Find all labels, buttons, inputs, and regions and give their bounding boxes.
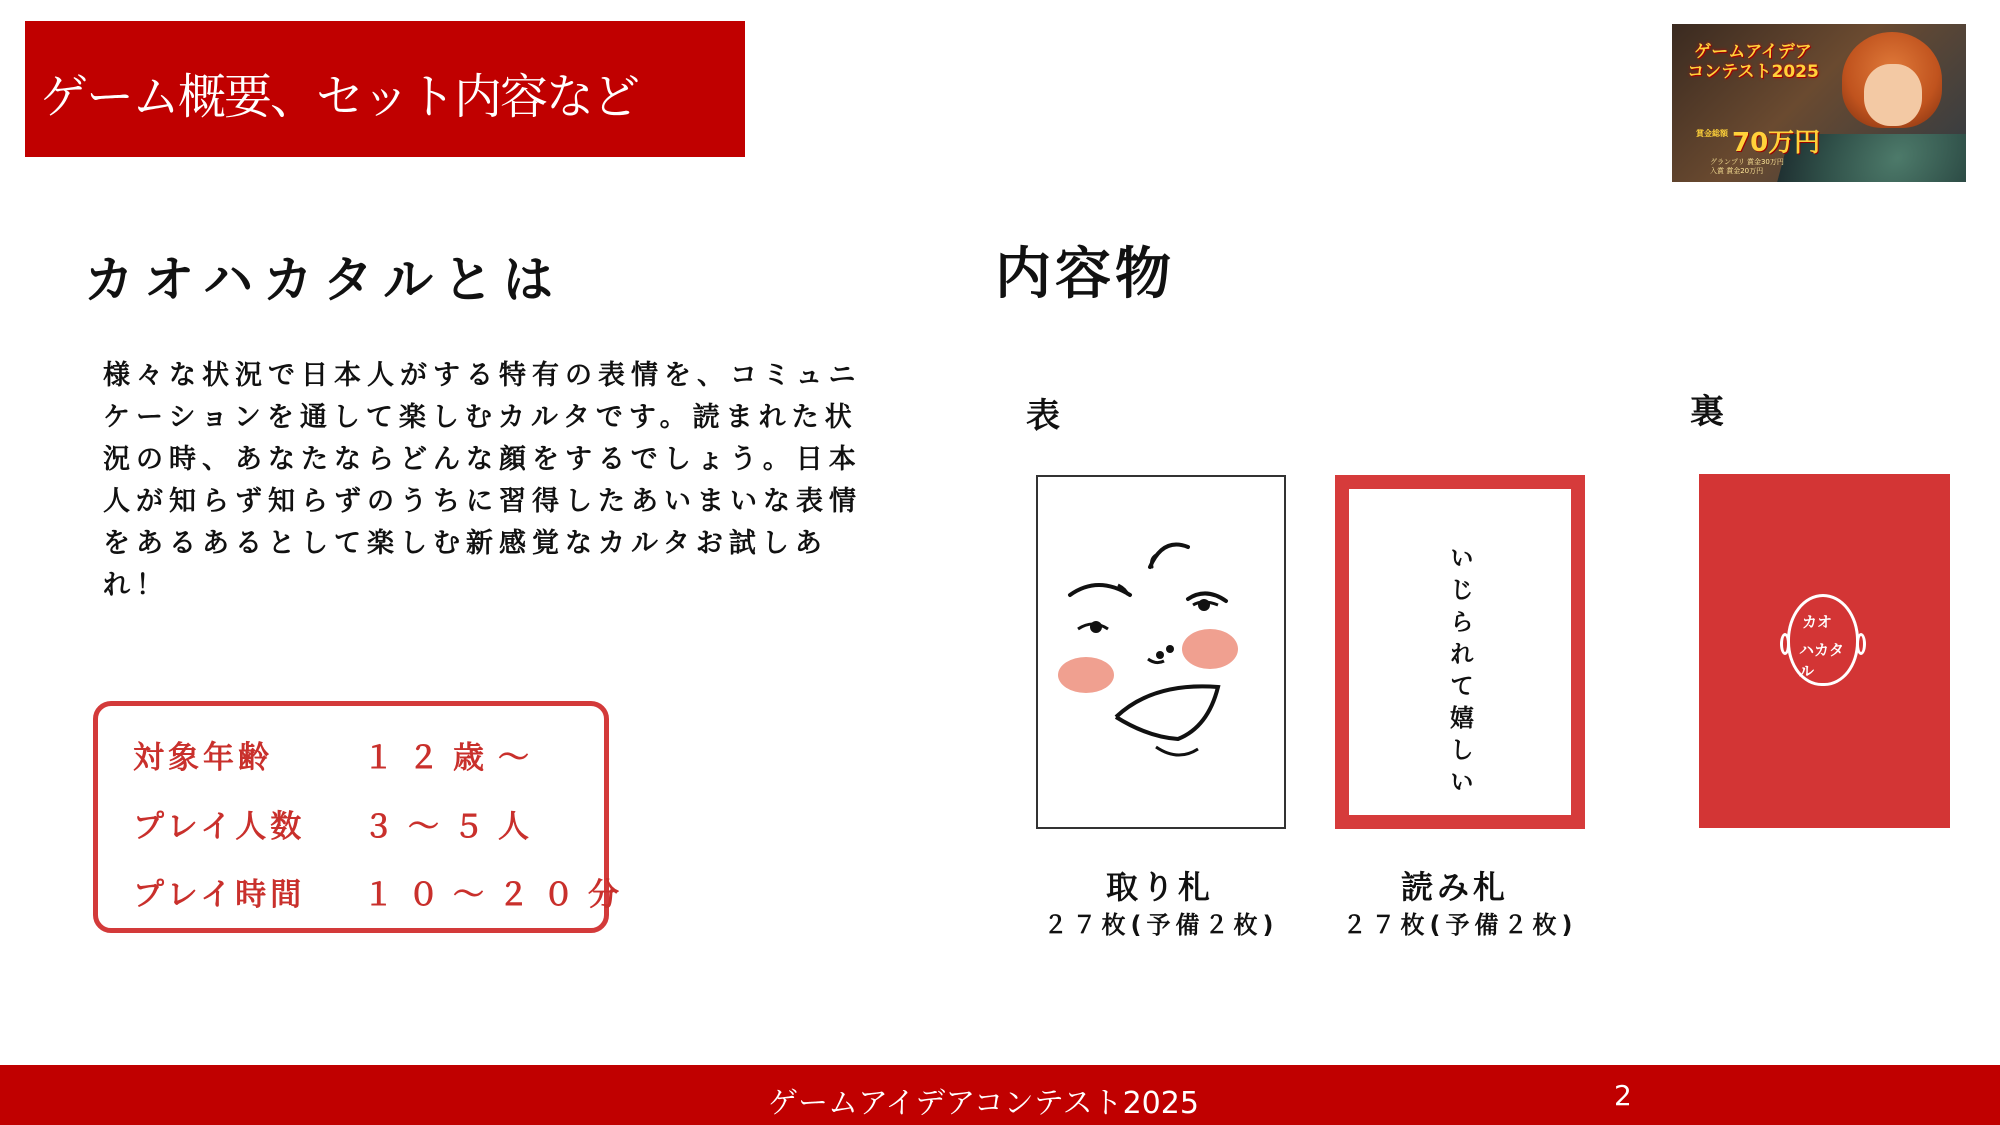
- slide-title: ゲーム概要、セット内容など: [40, 69, 639, 125]
- reading-card-text: いじられて嬉しい: [1445, 545, 1474, 801]
- info-value: １２歳～: [363, 740, 543, 776]
- reading-card: [1335, 475, 1585, 829]
- picture-card: [1036, 475, 1286, 829]
- footer-text: ゲームアイデアコンテスト2025: [768, 1086, 1199, 1121]
- back-label: 裏: [1690, 392, 1724, 432]
- page-number: 2: [1614, 1079, 1632, 1112]
- kaohakataru-logo: カオ ハカタル: [1787, 594, 1859, 686]
- card-back: [1699, 474, 1950, 828]
- thumbnail-small-text: グランプリ 賞金30万円 入賞 賞金20万円: [1710, 158, 1784, 175]
- footer-bar: [0, 1065, 2000, 1125]
- info-row-time: [133, 869, 633, 914]
- info-row-players: [133, 801, 543, 846]
- card-name-reading: 読み札: [1400, 868, 1509, 906]
- thumbnail-prize: 70万円: [1732, 128, 1821, 158]
- info-value: １０～２０分: [363, 877, 633, 913]
- card-name-picture: 取り札: [1105, 868, 1214, 906]
- section-heading-about: カオハカタルとは: [84, 251, 563, 309]
- card-count-reading: ２７枚(予備２枚): [1342, 911, 1578, 939]
- info-value: ３～５人: [363, 809, 543, 845]
- info-label: 対象年齢: [133, 740, 273, 776]
- info-label: プレイ時間: [133, 877, 306, 913]
- front-label: 表: [1026, 396, 1060, 436]
- thumbnail-prize-label: 賞金総額: [1696, 129, 1728, 138]
- thumbnail-girl-face: [1864, 64, 1922, 126]
- game-description: 様々な状況で日本人がする特有の表情を、コミュニケーションを通して楽しむカルタです。読まれた状況の時、あなたならどんな顔をするでしょう。日本人が知らず知らずのうちに習得したあいまいな表情をあるあるとして楽しむ新感覚なカルタお試しあれ！: [103, 360, 862, 601]
- info-label: プレイ人数: [133, 809, 306, 845]
- game-info-box: [93, 701, 633, 933]
- contest-thumbnail: [1672, 24, 1966, 182]
- card-count-picture: ２７枚(予備２枚): [1043, 911, 1279, 939]
- thumbnail-title: ゲームアイデア コンテスト2025: [1687, 42, 1819, 82]
- section-heading-contents: 内容物: [995, 242, 1175, 307]
- face-illustration: [1038, 477, 1284, 827]
- info-row-age: [133, 732, 543, 777]
